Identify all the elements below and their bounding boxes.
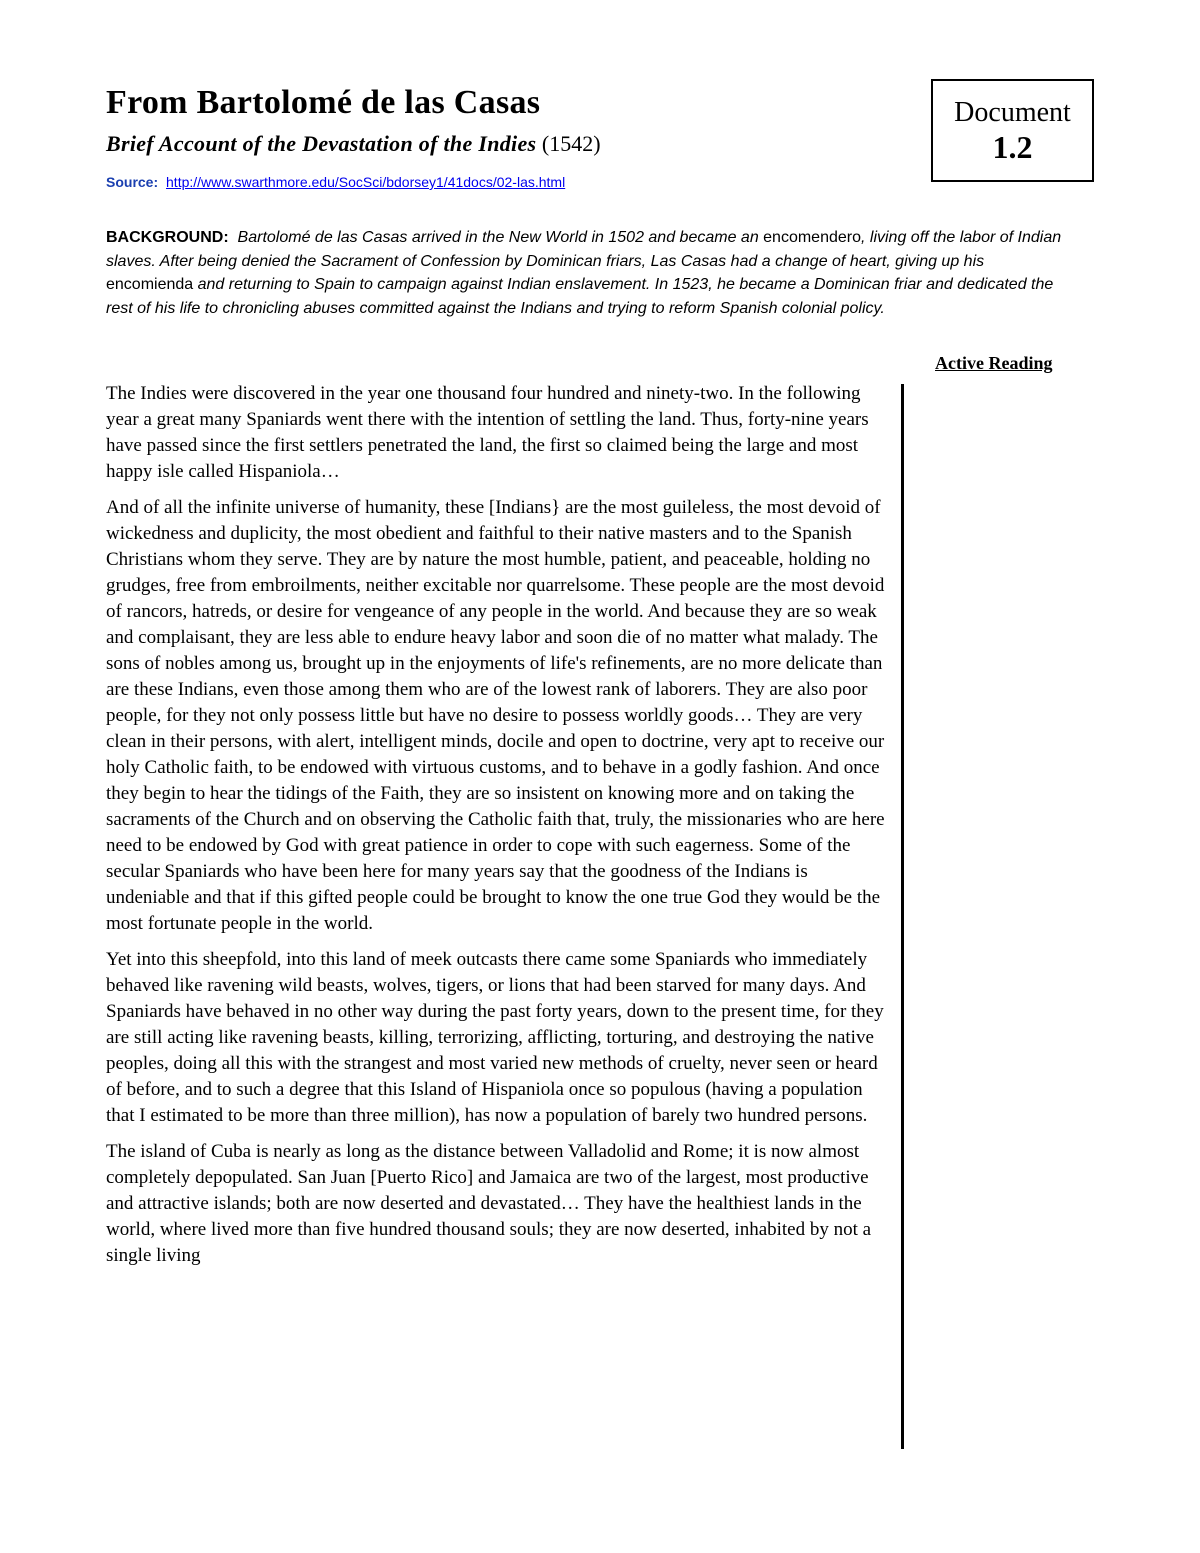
background-term-encomienda: encomienda — [106, 276, 194, 293]
book-title: Brief Account of the Devastation of the Indies — [106, 131, 537, 156]
background-label: BACKGROUND: — [106, 229, 229, 246]
body-paragraph: And of all the infinite universe of humanity, these [Indians} are the most guileless, the most devoid of wickedness and duplicity, the most obedient and faithful to their native masters and to the Spanish Christians whom they serve. They are by nature the most humble, patient, and peaceable, holding no grudges, free from embroilments, neither excitable nor quarrelsome. These people are the most devoid of rancors, hatreds, or desire for vengeance of any people in the world. And because they are so weak and complaisant, they are less able to endure heavy labor and soon die of no matter what malady. The sons of nobles among us, brought up in the enjoyments of life's refinements, are no more delicate than are these Indians, even those among them who are of the lowest rank of laborers. They are also poor people, for they not only possess little but have no desire to possess worldly goods… They are very clean in their persons, with alert, intelligent minds, docile and open to doctrine, very apt to receive our holy Catholic faith, to be endowed with virtuous customs, and to behave in a godly fashion. And once they begin to hear the tidings of the Faith, they are so insistent on knowing more and on taking the sacraments of the Church and on observing the Catholic faith that, truly, the missionaries who are here need to be endowed by God with great patience in order to cope with such eagerness. Some of the secular Spaniards who have been here for many years say that the goodness of the Indians is undeniable and that if this gifted people could be brought to know the one true God they would be the most fortunate people in the world. — [106, 497, 885, 934]
body-paragraph: Yet into this sheepfold, into this land of meek outcasts there came some Spaniards who immediately behaved like ravening wild beasts, wolves, tigers, or lions that had been starved for many days. And Spaniards have behaved in no other way during the past forty years, down to the present time, for they are still acting like ravening beasts, killing, terrorizing, afflicting, torturing, and destroying the native peoples, doing all this with the strangest and most varied new methods of cruelty, never seen or heard of before, and to such a degree that this Island of Hispaniola once so populous (having a population that I estimated to be more than three million), has now a population of barely two hundred persons. — [106, 949, 884, 1126]
document-number: 1.2 — [992, 129, 1033, 165]
background-term-encomendero: encomendero — [763, 229, 861, 246]
margin-rule — [901, 384, 904, 1449]
background-text-3: and returning to Spain to campaign against Indian enslavement. In 1523, he became a Dominican friar and dedicated the rest of his life to chronicling abuses committed against the Indians and trying to reform Spanish colonial policy. — [106, 276, 1054, 317]
document-subtitle — [106, 131, 601, 157]
document-body — [106, 381, 888, 1279]
source-label: Source: — [106, 174, 159, 190]
source-line — [106, 174, 565, 190]
page-title: From Bartolomé de las Casas — [106, 84, 541, 121]
document-label: Document — [954, 97, 1071, 128]
body-paragraph: The island of Cuba is nearly as long as the distance between Valladolid and Rome; it is now almost completely depopulated. San Juan [Puerto Rico] and Jamaica are two of the largest, most productive and attractive islands; both are now deserted and devastated… They have the healthiest lands in the world, where lived more than five hundred thousand souls; they are now deserted, inhabited by not a single living — [106, 1141, 872, 1266]
background-paragraph — [106, 226, 1066, 320]
background-text-2: , living off the labor of Indian slaves. After being denied the Sacrament of Confession by Dominican friars, Las Casas had a change of heart, giving up his — [106, 229, 1062, 270]
body-paragraph: The Indies were discovered in the year one thousand four hundred and ninety-two. In the following year a great many Spaniards went there with the intention of settling the land. Thus, forty-nine years have passed since the first settlers penetrated the land, the first so claimed being the large and most happy isle called Hispaniola… — [106, 383, 869, 482]
active-reading-heading: Active Reading — [935, 353, 1053, 373]
document-number-box — [931, 79, 1094, 182]
background-text-1: Bartolomé de las Casas arrived in the New World in 1502 and became an — [237, 229, 764, 246]
publication-year: (1542) — [536, 131, 601, 156]
source-link[interactable]: http://www.swarthmore.edu/SocSci/bdorsey1/41docs/02-las.html — [166, 174, 566, 190]
